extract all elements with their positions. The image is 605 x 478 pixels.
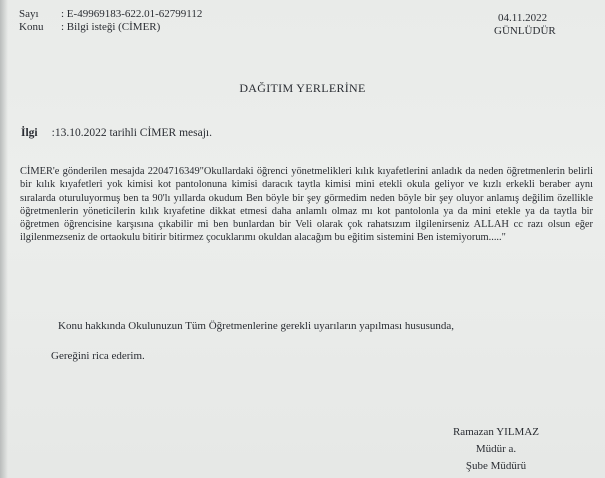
konu-row	[19, 21, 202, 34]
request-paragraph: Konu hakkında Okulunuzun Tüm Öğretmenlerine gerekli uyarıların yapılması hususunda,	[58, 320, 455, 332]
signatory-title: Şube Müdürü	[465, 460, 527, 472]
ilgi-text: :13.10.2022 tarihli CİMER mesajı.	[51, 127, 212, 139]
closing-paragraph: Gereğini rica ederim.	[51, 350, 145, 362]
letter-title: DAĞITIM YERLERİNE	[239, 81, 366, 95]
konu-value: : Bilgi isteği (CİMER)	[61, 21, 161, 33]
sayi-row	[19, 8, 202, 21]
letter-body: CİMER'e gönderilen mesajda 2204716349"Okullardaki öğrenci yönetmelikleri kılık kıyafetlerini anladık da neden öğretmenlerin belirli bir kılık kıyafetleri yok kimisi kot pantolonuna kimisi daracık taytla kimisi mini etekli okula geliyor ve kızlı erkekli beraber aynı sıralarda oturuluyormuş ben ta 90'lı yıllarda okudum Ben böyle bir şey görmedim neden böyle bir şey oluyor anlamış değilim özellikle öğretmenlerin yöneticilerin kılık kıyafetine dikkat etmesi daha anlamlı olmaz mı kot pantolonla ya da mini etekle ya da taytla bir öğretmen öğrencisine karşısına çıkabilir mi ben bunlardan bir Veli olarak çok rahatsızım ilgilenirseniz ALLAH cc razı olsun eğer ilgilenmezseniz de ortaokulu bitirir bitirmez çocuklarımı okuldan alacağım bu eğitim sistemini Ben istemiyorum....."	[20, 166, 593, 244]
signatory-name: Ramazan YILMAZ	[452, 426, 540, 438]
letter-header-meta	[19, 8, 202, 34]
page-shadow	[0, 0, 8, 478]
signatory-role: Müdür a.	[475, 443, 517, 455]
sayi-value: : E-49969183-622.01-62799112	[61, 8, 203, 20]
letter-date-block	[494, 12, 556, 38]
letter-date: 04.11.2022	[498, 12, 548, 24]
sayi-label: Sayı	[19, 8, 39, 20]
urgency-label: GÜNLÜDÜR	[494, 25, 556, 37]
signature-block	[440, 424, 552, 475]
ilgi-line	[21, 127, 212, 139]
ilgi-label: İlgi	[21, 127, 38, 139]
konu-label: Konu	[19, 21, 44, 33]
